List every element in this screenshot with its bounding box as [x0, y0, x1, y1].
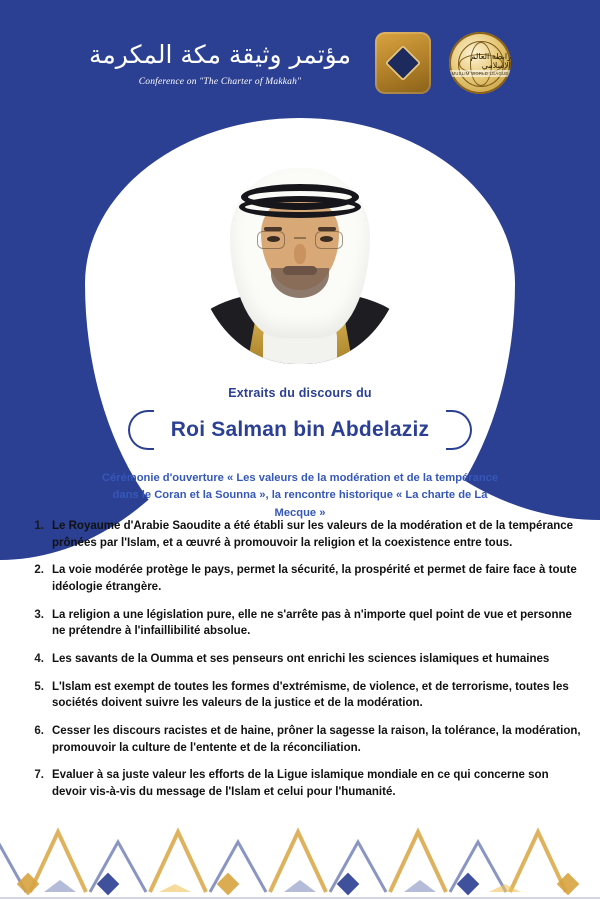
portrait-nose — [294, 244, 306, 264]
portrait-glasses-right — [315, 231, 343, 249]
muslim-world-league-logo-icon — [449, 32, 511, 94]
list-item-text: Les savants de la Oumma et ses penseurs ont enrichi les sciences islamiques et humaines — [52, 653, 550, 666]
portrait-igal-cord-second — [239, 196, 361, 218]
list-item-text: Evaluer à sa juste valeur les efforts de la Ligue islamique mondiale en ce qui concerne son devoir vis-à-vis du message de l'Islam et celui pour l'humanité. — [52, 769, 549, 799]
portrait-glasses-left — [257, 231, 285, 249]
portrait-glasses-bridge — [294, 237, 306, 239]
list-item-number: 5. — [34, 680, 44, 693]
mwl-english-text: MUSLIM WORLD LEAGUE — [449, 70, 511, 77]
conference-title-block — [89, 39, 351, 86]
list-item-number: 4. — [34, 653, 44, 666]
list-item-text: Cesser les discours racistes et de haine, prôner la sagesse la raison, la tolérance, la modération, promouvoir la culture de l'entente et de la réconciliation. — [52, 725, 581, 754]
list-item-number: 2. — [34, 564, 44, 577]
speaker-name-banner — [128, 410, 472, 450]
header — [0, 0, 600, 126]
speaker-name: Roi Salman bin Abdelaziz — [154, 410, 446, 450]
list-item — [18, 679, 582, 712]
speaker-portrait — [195, 152, 405, 364]
kaaba-cube-shape — [385, 45, 422, 82]
mwl-arabic-text: رابطة العالم الإسلامي — [470, 52, 511, 70]
conference-title-french: Conference on "The Charter of Makkah" — [138, 76, 302, 87]
list-item-text: La voie modérée protège le pays, permet la sécurité, la prospérité et permet de faire face à toute idéologie étrangère. — [52, 564, 577, 594]
list-item — [18, 651, 582, 668]
list-item-number: 7. — [34, 769, 44, 782]
list-item — [18, 607, 582, 640]
points-list — [18, 518, 582, 812]
list-item — [18, 723, 582, 756]
portrait-moustache — [283, 266, 317, 275]
event-subtitle: Cérémonie d'ouverture « Les valeurs de la modération et de la tempérance dans le Coran et la Sounna », la rencontre historique « La charte de La Mecque » — [101, 472, 499, 519]
kaaba-logo-icon — [375, 32, 431, 94]
list-item-text: La religion a une législation pure, elle ne s'arrête pas à n'importe quel point de vue et personne ne prétendre à l'infaillibilité absolue. — [52, 608, 572, 638]
list-item — [18, 767, 582, 800]
list-item-number: 6. — [34, 725, 44, 738]
list-item-text: L'Islam est exempt de toutes les formes d'extrémisme, de violence, et de terrorisme, toutes les sociétés doivent suivre les valeurs de la justice et de la modération. — [52, 680, 569, 710]
list-item-text: Le Royaume d'Arabie Saoudite a été établi sur les valeurs de la modération et de la tempérance prônées par l'Islam, et a œuvré à promouvoir la religion et la coexistence entre tous. — [52, 520, 574, 549]
conference-title-arabic: مؤتمر وثيقة مكة المكرمة — [89, 40, 351, 70]
list-item — [18, 518, 582, 551]
portrait-illustration — [195, 152, 405, 364]
excerpt-label: Extraits du discours du — [228, 386, 372, 400]
list-item-number: 3. — [34, 608, 44, 621]
list-item-number: 1. — [34, 520, 44, 532]
list-item — [18, 562, 582, 595]
